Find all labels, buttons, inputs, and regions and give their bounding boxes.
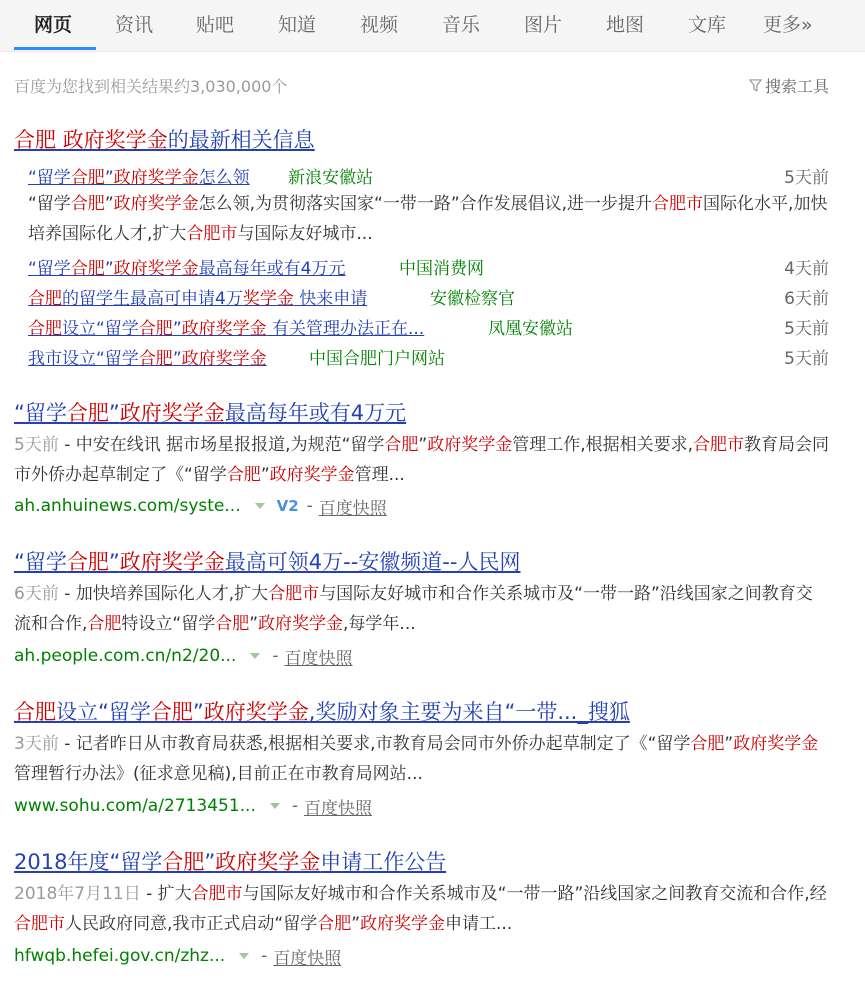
highlight: 合肥市 (14, 914, 65, 934)
news-item (28, 314, 829, 338)
result-date: 6天前 (14, 584, 59, 604)
highlight: 合肥市 (191, 884, 243, 904)
result-title[interactable] (14, 696, 630, 726)
snippet-text: - 加快培养国际化人才,扩大 (58, 584, 269, 604)
snippet-text: 与国际友好城市和合作关系城市及“一带一路”沿线国家之间教育交流和合作, (14, 584, 813, 634)
title-text: ” (108, 550, 120, 574)
highlight: 政府奖学金 (733, 734, 819, 754)
highlight: 奖学金 (242, 289, 294, 309)
highlight: 政府奖学金 (181, 349, 267, 369)
highlight: 政府奖学金 (360, 914, 446, 934)
news-source: 中国消费网 (399, 259, 484, 279)
link-text: 我市设立“留学 (28, 349, 139, 369)
result-snippet (14, 879, 829, 939)
highlight: 政府奖学金 (215, 850, 321, 874)
title-text: 最高每年或有4万元 (224, 401, 407, 425)
highlight: 合肥 (70, 168, 105, 188)
snippet-text: 特设立“留学 (121, 614, 216, 634)
news-time: 4天前 (784, 259, 829, 279)
link-text: 的留学生最高可申请4万 (62, 289, 243, 309)
tab-images[interactable]: 图片 (524, 14, 563, 36)
cache-link[interactable]: 百度快照 (304, 798, 373, 819)
highlight: 政府奖学金 (119, 401, 225, 425)
highlight: 政府奖学金 (258, 614, 344, 634)
separator: - (261, 946, 268, 966)
tab-tieba[interactable]: 贴吧 (196, 14, 235, 36)
highlight: 合肥 (14, 128, 56, 152)
snippet-text: ” (249, 614, 259, 634)
cache-link[interactable]: 百度快照 (318, 498, 387, 519)
title-text: ” (204, 850, 216, 874)
snippet-text: ” (260, 465, 270, 485)
link-text: ” (104, 168, 114, 188)
title-text (56, 128, 63, 152)
highlight: 合肥市 (268, 584, 320, 604)
snippet-text: ” (104, 194, 114, 214)
news-item-link[interactable] (28, 314, 424, 339)
link-text: 怎么领 (198, 168, 250, 188)
result-url[interactable]: www.sohu.com/a/2713451... (14, 796, 256, 816)
snippet-text: 与国际友好城市和合作关系城市及“一带一路”沿线国家之间教育交流和合作,经 (242, 884, 827, 904)
news-time: 6天前 (784, 289, 829, 309)
tab-music[interactable]: 音乐 (442, 14, 481, 36)
title-text: 2018年度“留学 (14, 850, 163, 874)
results-meta (14, 74, 829, 96)
separator: - (306, 496, 313, 516)
highlight: 合肥 (66, 550, 109, 574)
highlight: 合肥 (138, 349, 173, 369)
link-text: 有关管理办法正在... (266, 319, 425, 339)
title-text: ” (192, 700, 204, 724)
result-url[interactable]: hfwqb.hefei.gov.cn/zhz... (14, 946, 226, 966)
news-source: 中国合肥门户网站 (309, 349, 445, 369)
highlight: 合肥 (226, 465, 261, 485)
tab-wenku[interactable]: 文库 (688, 14, 727, 36)
result-date: 3天前 (14, 734, 59, 754)
highlight: 合肥市 (186, 224, 238, 244)
tab-zhidao[interactable]: 知道 (278, 14, 317, 36)
highlight: 合肥 (690, 734, 725, 754)
result-url[interactable]: ah.people.com.cn/n2/20... (14, 646, 237, 666)
highlight: 政府奖学金 (427, 435, 513, 455)
news-block-title[interactable] (14, 124, 315, 154)
link-text: “留学 (28, 168, 71, 188)
news-item-link[interactable] (28, 163, 250, 188)
highlight: 合肥 (384, 435, 419, 455)
news-time: 5天前 (784, 349, 829, 369)
result-date: 2018年7月11日 (14, 884, 141, 904)
cache-link[interactable]: 百度快照 (273, 948, 342, 969)
link-text: “留学 (28, 259, 71, 279)
title-text: 申请工作公告 (320, 850, 447, 874)
news-item-link[interactable] (28, 344, 267, 369)
snippet-text: 管理工作,根据相关要求, (512, 435, 694, 455)
link-text: 最高每年或有4万元 (198, 259, 346, 279)
snippet-text: ” (418, 435, 428, 455)
result-url-row (14, 494, 387, 518)
title-text: 的最新相关信息 (167, 128, 315, 152)
highlight: 合肥 (317, 914, 352, 934)
news-time: 5天前 (784, 319, 829, 339)
link-text: 快来申请 (293, 289, 368, 309)
news-item-link[interactable] (28, 284, 367, 309)
news-source: 安徽检察官 (430, 289, 515, 309)
link-text: ” (172, 349, 182, 369)
news-item (28, 344, 829, 368)
title-text: ” (108, 401, 120, 425)
snippet-text: 与国际友好城市... (237, 224, 373, 244)
result-snippet (14, 729, 829, 789)
title-text: 设立“留学 (56, 700, 151, 724)
highlight: 合肥 (215, 614, 250, 634)
result-title[interactable] (14, 397, 406, 427)
highlight: 合肥 (14, 700, 56, 724)
news-item (28, 284, 829, 308)
highlight: 合肥市 (693, 435, 745, 455)
highlight: 合肥 (70, 259, 105, 279)
link-text: ” (172, 319, 182, 339)
result-url-row (14, 944, 341, 968)
title-text: 最高可领4万--安徽频道--人民网 (224, 550, 521, 574)
highlight: 合肥 (28, 319, 62, 339)
result-title[interactable] (14, 546, 520, 576)
highlight: 合肥 (150, 700, 193, 724)
highlight: 政府奖学金 (62, 128, 168, 152)
highlight: 政府奖学金 (269, 465, 355, 485)
snippet-text: 国际化水平,加快培养国际化人才,扩大 (28, 194, 828, 244)
v2-badge[interactable]: V2 (276, 497, 299, 515)
snippet-text: - 中安在线讯 据市场星报报道,为规范“留学 (58, 435, 385, 455)
highlight: 政府奖学金 (181, 319, 267, 339)
result-snippet (14, 430, 829, 490)
result-url[interactable]: ah.anhuinews.com/syste... (14, 496, 241, 516)
highlight: 政府奖学金 (113, 259, 199, 279)
tab-web[interactable]: 网页 (34, 14, 73, 36)
chevron-down-icon[interactable] (250, 653, 260, 659)
highlight: 政府奖学金 (203, 700, 309, 724)
snippet-text: 人民政府同意,我市正式启动“留学 (65, 914, 318, 934)
news-time: 5天前 (784, 168, 829, 188)
snippet-text: - 记者昨日从市教育局获悉,根据相关要求,市教育局会同市外侨办起草制定了《“留学 (58, 734, 691, 754)
separator: - (291, 796, 299, 816)
cache-link[interactable]: 百度快照 (284, 648, 353, 669)
news-snippet (28, 189, 828, 249)
snippet-text: - 扩大 (140, 884, 192, 904)
tab-video[interactable]: 视频 (360, 14, 399, 36)
highlight: 合肥 (138, 319, 173, 339)
highlight: 合肥 (70, 194, 105, 214)
tab-more[interactable]: 更多» (763, 14, 813, 36)
result-url-row (14, 644, 353, 668)
link-text: ” (104, 259, 114, 279)
filter-icon (749, 79, 762, 92)
result-snippet (14, 579, 829, 639)
snippet-text: 申请工... (445, 914, 513, 934)
chevron-down-icon[interactable] (255, 503, 265, 509)
tab-map[interactable]: 地图 (606, 14, 645, 36)
title-text: ,奖励对象主要为来自“一带..._搜狐 (308, 700, 630, 724)
snippet-text: ” (351, 914, 361, 934)
highlight: 合肥 (162, 850, 205, 874)
title-text: “留学 (14, 550, 67, 574)
search-tabs (0, 0, 865, 52)
result-count: 百度为您找到相关结果约3,030,000个 (14, 77, 288, 96)
news-item (28, 254, 829, 278)
result-date: 5天前 (14, 435, 59, 455)
result-title[interactable] (14, 846, 446, 876)
highlight: 合肥 (28, 289, 62, 309)
highlight: 政府奖学金 (113, 194, 199, 214)
result-url-row (14, 794, 372, 818)
snippet-text: 怎么领,为贯彻落实国家“一带一路”合作发展倡议,进一步提升 (198, 194, 653, 214)
snippet-text: 管理... (354, 465, 405, 485)
snippet-text: 教育局会同市外侨办起草制定了《“留学 (14, 435, 830, 485)
link-text: 设立“留学 (62, 319, 139, 339)
search-tools-label: 搜索工具 (764, 77, 829, 96)
chevron-down-icon[interactable] (270, 803, 280, 809)
news-source: 凤凰安徽站 (488, 319, 573, 339)
snippet-text: “留学 (28, 194, 71, 214)
separator: - (272, 646, 279, 666)
active-tab-indicator (14, 47, 96, 50)
highlight: 合肥 (66, 401, 109, 425)
snippet-text: 管理暂行办法》(征求意见稿),目前正在市教育局网站... (14, 764, 423, 784)
snippet-text: ,每学年... (343, 614, 416, 634)
highlight: 政府奖学金 (113, 168, 199, 188)
news-source: 新浪安徽站 (288, 168, 373, 188)
highlight: 合肥 (87, 614, 122, 634)
tab-news[interactable]: 资讯 (115, 14, 154, 36)
chevron-down-icon[interactable] (239, 953, 249, 959)
snippet-text: ” (724, 734, 734, 754)
highlight: 合肥市 (652, 194, 704, 214)
news-item-link[interactable] (28, 254, 345, 279)
title-text: “留学 (14, 401, 67, 425)
news-item (28, 163, 829, 187)
highlight: 政府奖学金 (119, 550, 225, 574)
search-tools-button[interactable] (749, 74, 829, 97)
